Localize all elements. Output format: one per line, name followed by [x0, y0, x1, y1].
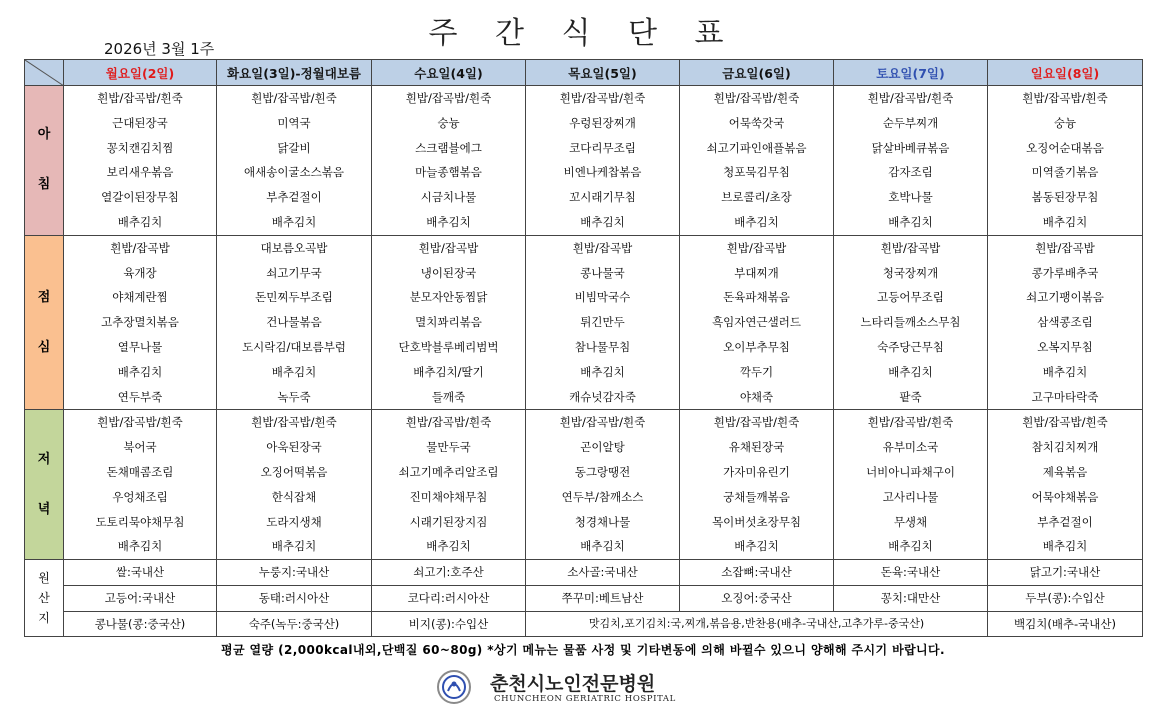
- menu-item: 흰밥/잡곡밥/흰죽: [251, 415, 337, 430]
- menu-item: 흰밥/잡곡밥/흰죽: [1022, 415, 1108, 430]
- menu-item: 한식잡채: [271, 489, 317, 504]
- menu-item: 흰밥/잡곡밥/흰죽: [97, 91, 183, 105]
- menu-item: 배추김치: [888, 539, 933, 554]
- menu-item: 흰밥/잡곡밥/흰죽: [559, 415, 646, 430]
- menu-item: 비빔막국수: [574, 290, 631, 305]
- menu-cell-dn-fri: [680, 410, 834, 560]
- menu-item: 배추김치: [1042, 364, 1088, 379]
- menu-item: 돈채매콤조림: [106, 464, 174, 479]
- menu-item: 꼬시래기무침: [569, 190, 636, 205]
- menu-item: 배추김치: [888, 214, 933, 229]
- menu-cell-dn-tue: [217, 410, 372, 560]
- menu-item: 오복지무침: [1037, 339, 1093, 354]
- menu-cell-dn-wed: [372, 410, 526, 560]
- menu-item: 팥죽: [899, 389, 922, 404]
- menu-cell-bf-wed: [372, 86, 526, 236]
- menu-item: 애새송이굴소스볶음: [244, 165, 344, 180]
- menu-item: 단호박블루베리범벅: [398, 339, 499, 354]
- menu-item: 열무나물: [117, 339, 163, 354]
- menu-item: 마늘종햄볶음: [415, 165, 482, 180]
- meal-label-ln: [25, 235, 64, 410]
- menu-item: 도라지생채: [266, 514, 322, 529]
- origin-row: [25, 585, 1143, 611]
- menu-item: 캐슈넛감자죽: [569, 389, 636, 404]
- menu-item: 흰밥/잡곡밥: [726, 240, 787, 255]
- menu-item: 유채된장국: [728, 440, 785, 455]
- week-label: 2026년 3월 1주: [104, 40, 215, 58]
- origin-cell-tue: [217, 611, 372, 637]
- menu-item: 배추김치: [734, 539, 779, 554]
- menu-item: 흰밥/잡곡밥/흰죽: [251, 91, 337, 105]
- menu-cell-bf-tue: [217, 86, 372, 236]
- menu-item: 아욱된장국: [266, 440, 322, 455]
- menu-item: 참나물무침: [574, 339, 631, 354]
- menu-item: 고사리나물: [882, 489, 939, 504]
- menu-item: 야채죽: [739, 389, 774, 404]
- meal-label-char: 저: [37, 451, 51, 467]
- hospital-footer: [436, 667, 736, 709]
- menu-item: 흰밥/잡곡밥: [880, 240, 941, 255]
- menu-item: 돈민찌두부조림: [255, 290, 333, 305]
- menu-item: 배추김치: [271, 364, 317, 379]
- menu-item: 흰밥/잡곡밥/흰죽: [713, 415, 800, 430]
- meal-row-bf: [25, 86, 1143, 236]
- menu-item: 어묵쑥갓국: [728, 115, 785, 130]
- menu-item: 흰밥/잡곡밥: [1035, 240, 1095, 255]
- origin-cell-fri: [680, 585, 834, 611]
- diagonal-line: [25, 60, 64, 86]
- menu-item: 우엉채조림: [112, 489, 168, 504]
- menu-item: 유부미소국: [882, 440, 939, 455]
- menu-item: 흰밥/잡곡밥: [110, 240, 170, 255]
- menu-cell-dn-sat: [834, 410, 988, 560]
- menu-cell-bf-thu: [526, 86, 680, 236]
- menu-item: 녹두죽: [277, 389, 311, 404]
- origin-item: 콩나물(콩:중국산): [94, 616, 186, 631]
- menu-item: 참치김치찌개: [1031, 440, 1099, 455]
- origin-item: 소사골:국내산: [567, 565, 638, 580]
- menu-item: 비엔나케찹볶음: [563, 165, 642, 180]
- origin-item: 백김치(배추-국내산): [1014, 616, 1116, 631]
- meal-label-dn: [25, 410, 64, 560]
- menu-cell-bf-fri: [680, 86, 834, 236]
- menu-cell-ln-sun: [988, 235, 1143, 410]
- origin-item: 코다리:러시아산: [407, 590, 490, 605]
- menu-item: 흑임자연근샐러드: [712, 315, 801, 330]
- menu-cell-dn-mon: [64, 410, 217, 560]
- origin-cell-sun: [988, 585, 1143, 611]
- menu-item: 우렁된장찌개: [569, 115, 636, 130]
- menu-cell-ln-sat: [834, 235, 988, 410]
- origin-item: 쇠고기:호주산: [413, 565, 484, 580]
- origin-cell-mon: [64, 560, 217, 586]
- day-header-thu: 목요일(5일): [526, 60, 680, 86]
- menu-item: 너비아니파채구이: [866, 464, 955, 479]
- day-header-sat: 토요일(7일): [834, 60, 988, 86]
- menu-item: 배추김치: [117, 539, 163, 554]
- menu-item: 배추김치: [888, 364, 933, 379]
- menu-item: 쇠고기메추리알조림: [398, 464, 499, 479]
- origin-item: 꽁치:대만산: [880, 590, 941, 605]
- menu-item: 연두부/참깨소스: [561, 489, 644, 504]
- origin-label-char: 지: [38, 611, 50, 626]
- page-title: 주 간 식 단 표: [428, 16, 738, 51]
- origin-cell-sun: [988, 611, 1143, 637]
- menu-item: 콩나물국: [580, 265, 625, 280]
- menu-cell-ln-wed: [372, 235, 526, 410]
- menu-item: 삼색콩조림: [1037, 315, 1093, 330]
- menu-item: 배추김치: [1042, 539, 1088, 554]
- menu-item: 청포묵김무침: [723, 165, 790, 180]
- menu-item: 궁채들깨볶음: [723, 489, 790, 504]
- menu-cell-bf-mon: [64, 86, 217, 236]
- menu-item: 흰밥/잡곡밥/흰죽: [405, 91, 492, 105]
- origin-item: 닭고기:국내산: [1029, 565, 1101, 580]
- menu-item: 청국장찌개: [882, 265, 939, 280]
- menu-item: 육개장: [123, 265, 157, 280]
- menu-item: 꽁치캔김치찜: [106, 140, 174, 155]
- menu-item: 배추김치: [117, 214, 163, 229]
- menu-cell-bf-sun: [988, 86, 1143, 236]
- origin-cell-sat: [834, 560, 988, 586]
- menu-item: 쇠고기팽이볶음: [1026, 290, 1104, 305]
- menu-item: 쇠고기무국: [266, 265, 322, 280]
- menu-item: 무생채: [893, 514, 928, 529]
- origin-label-char: 원: [38, 571, 50, 586]
- menu-item: 봄동된장무침: [1031, 190, 1099, 205]
- origin-cell-mon: [64, 585, 217, 611]
- origin-item: 오징어:중국산: [721, 590, 792, 605]
- menu-item: 돈육파채볶음: [723, 290, 790, 305]
- menu-item: 순두부찌개: [882, 115, 939, 130]
- menu-cell-ln-fri: [680, 235, 834, 410]
- origin-item: 숙주(녹두:중국산): [248, 616, 340, 631]
- menu-item: 흰밥/잡곡밥/흰죽: [559, 91, 646, 105]
- menu-item: 숭늉: [1053, 115, 1077, 130]
- menu-item: 목이버섯초장무침: [712, 514, 801, 529]
- meal-label-char: 아: [37, 127, 51, 143]
- day-header-wed: 수요일(4일): [372, 60, 526, 86]
- origin-cell-thu: [526, 611, 988, 637]
- origin-cell-thu: [526, 585, 680, 611]
- menu-item: 분모자안동찜닭: [409, 290, 488, 305]
- menu-item: 배추김치: [271, 539, 317, 554]
- origin-cell-wed: [372, 585, 526, 611]
- origin-cell-sat: [834, 585, 988, 611]
- menu-item: 숭늉: [437, 115, 460, 130]
- menu-item: 튀긴만두: [580, 315, 625, 330]
- menu-item: 연두부죽: [117, 389, 163, 404]
- menu-item: 멸치꽈리볶음: [415, 315, 482, 330]
- origin-cell-wed: [372, 560, 526, 586]
- origin-cell-tue: [217, 560, 372, 586]
- menu-item: 근대된장국: [112, 115, 168, 130]
- origin-item: 두부(콩):수입산: [1025, 590, 1105, 605]
- meal-row-dn: [25, 410, 1143, 560]
- meal-label-char: 녁: [37, 501, 51, 517]
- menu-cell-bf-sat: [834, 86, 988, 236]
- origin-cell-sun: [988, 560, 1143, 586]
- origin-cell-wed: [372, 611, 526, 637]
- menu-item: 배추김치: [426, 214, 471, 229]
- menu-item: 흰밥/잡곡밥/흰죽: [1022, 91, 1108, 105]
- menu-item: 닭살바베큐볶음: [871, 140, 950, 155]
- meal-label-char: 침: [37, 177, 51, 193]
- menu-item: 흰밥/잡곡밥/흰죽: [713, 91, 800, 105]
- menu-item: 부추겉절이: [1037, 514, 1093, 529]
- origin-row: [25, 560, 1143, 586]
- menu-item: 오이부추무침: [723, 339, 790, 354]
- menu-item: 배추김치: [117, 364, 163, 379]
- day-header-fri: 금요일(6일): [680, 60, 834, 86]
- menu-item: 들깨죽: [431, 389, 466, 404]
- menu-item: 야채계란찜: [112, 290, 168, 305]
- day-header-mon: 월요일(2일): [64, 60, 217, 86]
- origin-item: 돈육:국내산: [880, 565, 941, 580]
- menu-item: 미역줄기볶음: [1031, 165, 1099, 180]
- menu-item: 어묵야채볶음: [1031, 489, 1099, 504]
- menu-item: 제육볶음: [1042, 464, 1088, 479]
- menu-item: 고구마타락죽: [1031, 389, 1099, 404]
- origin-label: [25, 560, 64, 637]
- menu-cell-ln-mon: [64, 235, 217, 410]
- origin-label-char: 산: [38, 591, 50, 606]
- menu-item: 배추김치: [271, 214, 317, 229]
- hospital-name-en: CHUNCHEON GERIATRIC HOSPITAL: [494, 694, 676, 704]
- hospital-name-ko: 춘천시노인전문병원: [490, 673, 656, 695]
- menu-item: 닭갈비: [277, 140, 311, 155]
- menu-cell-dn-thu: [526, 410, 680, 560]
- menu-item: 숙주당근무침: [877, 339, 944, 354]
- origin-cell-thu: [526, 560, 680, 586]
- menu-item: 깍두기: [739, 364, 774, 379]
- menu-cell-dn-sun: [988, 410, 1143, 560]
- menu-item: 코다리무조림: [569, 140, 636, 155]
- menu-item: 쇠고기파인애플볶음: [706, 140, 807, 155]
- menu-cell-ln-tue: [217, 235, 372, 410]
- meal-label-char: 심: [37, 339, 51, 355]
- day-header-tue: 화요일(3일)-정월대보름: [217, 60, 372, 86]
- origin-item: 쌀:국내산: [115, 565, 165, 580]
- menu-cell-ln-thu: [526, 235, 680, 410]
- origin-item: 고등어:국내산: [104, 590, 176, 605]
- menu-item: 배추김치: [426, 539, 471, 554]
- origin-item: 소잡뼈:국내산: [721, 565, 792, 580]
- menu-item: 배추김치/딸기: [413, 364, 484, 379]
- menu-item: 고추장멸치볶음: [101, 315, 179, 330]
- meal-row-ln: [25, 235, 1143, 410]
- menu-item: 배추김치: [580, 214, 625, 229]
- menu-item: 도토리묵야채무침: [95, 514, 185, 529]
- menu-item: 부대찌개: [734, 265, 779, 280]
- menu-item: 대보름오곡밥: [260, 240, 328, 255]
- origin-cell-mon: [64, 611, 217, 637]
- menu-item: 도시락김/대보름부럼: [242, 339, 346, 354]
- menu-item: 고등어무조림: [877, 290, 944, 305]
- menu-item: 흰밥/잡곡밥/흰죽: [97, 415, 183, 430]
- menu-item: 브로콜리/초장: [721, 190, 792, 205]
- hospital-logo-icon: [436, 669, 472, 705]
- origin-cell-fri: [680, 560, 834, 586]
- origin-item: 쭈꾸미:베트남산: [561, 590, 644, 605]
- menu-item: 시금치나물: [420, 190, 477, 205]
- menu-item: 배추김치: [580, 539, 625, 554]
- header-row: [25, 60, 1143, 86]
- menu-item: 감자조림: [888, 165, 933, 180]
- menu-item: 건나물볶음: [266, 315, 322, 330]
- menu-item: 열갈이된장무침: [101, 190, 179, 205]
- menu-item: 진미채야채무침: [409, 489, 488, 504]
- meal-label-char: 점: [37, 289, 51, 305]
- menu-item: 느타리들깨소스무침: [860, 315, 961, 330]
- origin-row: [25, 611, 1143, 637]
- menu-item: 북어국: [123, 440, 157, 455]
- menu-item: 흰밥/잡곡밥/흰죽: [405, 415, 492, 430]
- menu-item: 흰밥/잡곡밥: [572, 240, 633, 255]
- menu-item: 콩가루배추국: [1031, 265, 1099, 280]
- meal-label-bf: [25, 86, 64, 236]
- menu-item: 곤이알탕: [580, 440, 625, 455]
- origin-item: 누룽지:국내산: [258, 565, 330, 580]
- menu-item: 호박나물: [888, 190, 933, 205]
- origin-item: 맛김치,포기김치:국,찌개,볶음용,반찬용(배추-국내산,고추가루-중국산): [588, 616, 925, 630]
- menu-item: 배추김치: [734, 214, 779, 229]
- menu-item: 흰밥/잡곡밥/흰죽: [867, 415, 954, 430]
- menu-item: 동그랑땡전: [574, 464, 631, 479]
- menu-item: 흰밥/잡곡밥/흰죽: [867, 91, 954, 105]
- menu-item: 오징어떡볶음: [260, 464, 328, 479]
- origin-item: 비지(콩):수입산: [408, 616, 489, 631]
- menu-item: 미역국: [277, 115, 311, 130]
- origin-item: 동태:러시아산: [258, 590, 330, 605]
- menu-item: 가자미유린기: [723, 464, 790, 479]
- menu-item: 흰밥/잡곡밥: [418, 240, 479, 255]
- calorie-note: 평균 열량 (2,000kcal내외,단백질 60~80g) *상기 메뉴는 물품 사정 및 기타변동에 의해 바뀔수 있으니 양해해 주시기 바랍니다.: [221, 643, 945, 657]
- menu-item: 시래기된장지짐: [409, 514, 488, 529]
- menu-item: 오징어순대볶음: [1026, 140, 1104, 155]
- menu-item: 배추김치: [1042, 214, 1088, 229]
- day-header-sun: 일요일(8일): [988, 60, 1143, 86]
- menu-item: 스크램블에그: [415, 140, 482, 155]
- menu-item: 부추겉절이: [266, 190, 322, 205]
- menu-item: 청경채나물: [574, 514, 631, 529]
- menu-item: 물만두국: [426, 440, 471, 455]
- menu-item: 배추김치: [580, 364, 625, 379]
- corner-cell: [25, 60, 64, 86]
- origin-cell-tue: [217, 585, 372, 611]
- menu-item: 냉이된장국: [420, 265, 477, 280]
- menu-table: [24, 59, 1143, 637]
- menu-item: 보리새우볶음: [106, 165, 174, 180]
